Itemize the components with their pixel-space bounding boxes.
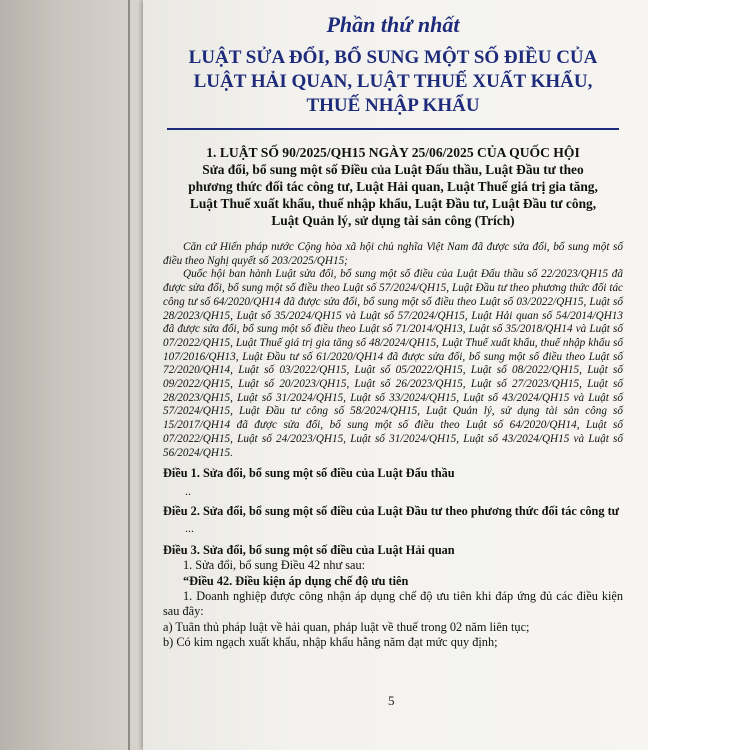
preamble-paragraph-1: Căn cứ Hiến pháp nước Cộng hòa xã hội chủ nghĩa Việt Nam đã được sửa đổi, bổ sung một số điều theo Nghị quyết số 203/2025/QH15; — [163, 241, 623, 267]
law-subheading-line-2: phương thức đối tác công tư, Luật Hải quan, Luật Thuế giá trị gia tăng, — [188, 179, 598, 194]
book-spine-edge — [0, 0, 145, 750]
main-title — [163, 46, 623, 118]
amendment-item-1: 1. Sửa đổi, bổ sung Điều 42 như sau: — [183, 558, 366, 573]
title-divider — [167, 128, 619, 130]
article-3-heading: Điều 3. Sửa đổi, bổ sung một số điều của Luật Hải quan — [163, 543, 455, 558]
law-subheading-line-3: Luật Thuế xuất khẩu, thuế nhập khẩu, Luật Đầu tư, Luật Đầu tư công, — [189, 196, 597, 211]
page-content — [163, 12, 623, 651]
main-title-line-1: LUẬT SỬA ĐỔI, BỔ SUNG MỘT SỐ ĐIỀU CỦA — [188, 47, 598, 68]
main-title-line-3: THUẾ NHẬP KHẨU — [306, 95, 480, 116]
background-right — [648, 0, 750, 750]
law-subheading-line-4: Luật Quản lý, sử dụng tài sản công (Trích) — [271, 213, 515, 228]
preamble-paragraph-2: Quốc hội ban hành Luật sửa đổi, bổ sung một số điều của Luật Đấu thầu số 22/2023/QH15 đã được sửa đổi, bổ sung một số điều theo Luật số 57/2024/QH15, Luật Đầu tư theo phương thức đối tác công tư số 64/2020/QH14 đã được sửa đổi, bổ sung một số điều theo Luật số 03/2022/QH15, Luật số 28/2023/QH15, Luật số 35/2024/QH15 và Luật số 57/2024/QH15, Luật Hải quan số 54/2014/QH13 đã được sửa đổi, bổ sung một số điều theo Luật số 71/2014/QH13, Luật số 35/2018/QH14 và Luật số 07/2022/QH15, Luật Thuế giá trị gia tăng số 48/2024/QH15, Luật Thuế xuất khẩu, thuế nhập khẩu số 107/2016/QH13, Luật Đầu tư số 61/2020/QH14 đã được sửa đổi, bổ sung một số điều theo Luật số 72/2020/QH14, Luật số 03/2022/QH15, Luật số 05/2022/QH15, Luật số 08/2022/QH15, Luật số 09/2022/QH15, Luật số 20/2023/QH15, Luật số 26/2023/QH15, Luật số 27/2023/QH15, Luật số 28/2023/QH15, Luật số 31/2024/QH15, Luật số 33/2024/QH15, Luật số 43/2024/QH15 và Luật số 57/2024/QH15, Luật Đầu tư công số 58/2024/QH15, Luật Quản lý, sử dụng tài sản công số 15/2017/QH14 đã được sửa đổi, bổ sung một số điều theo Luật số 64/2020/QH14, Luật số 07/2022/QH15, Luật số 24/2023/QH15, Luật số 31/2024/QH15, Luật số 43/2024/QH15 và Luật số 56/2024/QH15. — [163, 268, 623, 459]
clause-1: 1. Doanh nghiệp được công nhận áp dụng chế độ ưu tiên khi đáp ứng đủ các điều kiện sau đây: — [163, 588, 623, 619]
article-42-heading: “Điều 42. Điều kiện áp dụng chế độ ưu tiên — [183, 573, 409, 588]
clause-a: a) Tuân thủ pháp luật về hải quan, pháp luật về thuế trong 02 năm liên tục; — [163, 619, 530, 634]
page-number: 5 — [388, 693, 395, 708]
article-2-ellipsis: ... — [185, 521, 194, 536]
law-subheading — [163, 161, 623, 229]
law-subheading-line-1: Sửa đổi, bổ sung một số Điều của Luật Đấu thầu, Luật Đầu tư theo — [202, 162, 584, 177]
book-edge-line — [128, 0, 130, 750]
clause-b: b) Có kim ngạch xuất khẩu, nhập khẩu hằng năm đạt mức quy định; — [163, 635, 498, 650]
article-2-heading: Điều 2. Sửa đổi, bổ sung một số điều của Luật Đầu tư theo phương thức đối tác công tư — [163, 504, 620, 519]
preamble — [163, 241, 623, 460]
article-1-heading: Điều 1. Sửa đổi, bổ sung một số điều của Luật Đấu thầu — [163, 466, 455, 481]
main-title-line-2: LUẬT HẢI QUAN, LUẬT THUẾ XUẤT KHẨU, — [193, 71, 593, 92]
law-heading: 1. LUẬT SỐ 90/2025/QH15 NGÀY 25/06/2025 CỦA QUỐC HỘI — [206, 145, 580, 160]
article-1-ellipsis: .. — [185, 484, 191, 499]
part-title: Phần thứ nhất — [326, 12, 460, 37]
